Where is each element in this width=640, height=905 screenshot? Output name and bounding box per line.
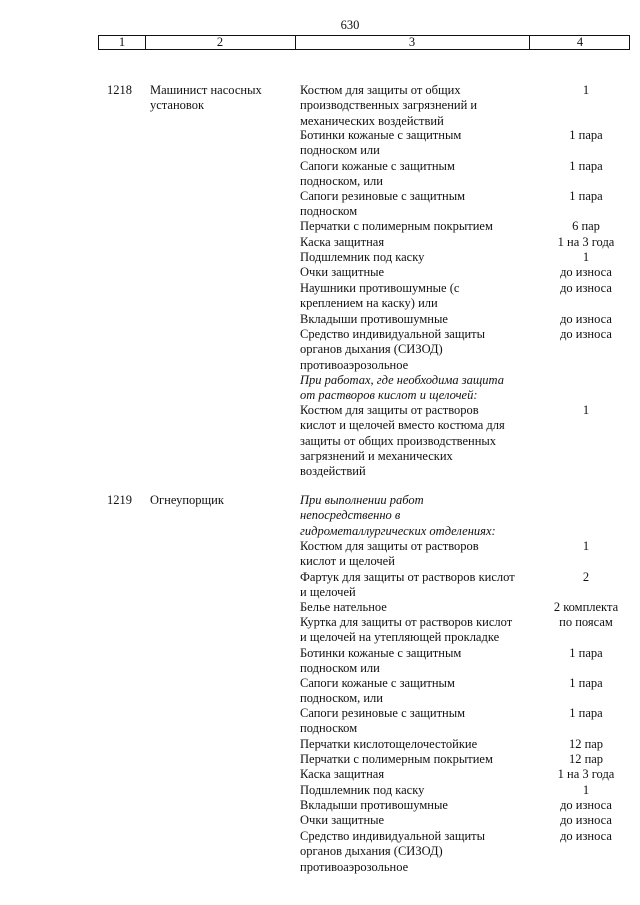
item-norm: до износа bbox=[560, 829, 612, 843]
item-text: Фартук для защиты от растворов кислот и щелочей bbox=[300, 570, 515, 600]
item-text: Вкладыши противошумные bbox=[300, 798, 448, 812]
item-norm: по поясам bbox=[559, 615, 613, 629]
item-text: Очки защитные bbox=[300, 265, 385, 279]
item-text: Ботинки кожаные с защитным подноском или bbox=[300, 646, 462, 676]
column-header-2: 2 bbox=[216, 35, 224, 49]
entry-profession: Машинист насосных установок bbox=[150, 83, 262, 113]
column-header-4: 4 bbox=[576, 35, 584, 49]
item-norm: 1 bbox=[582, 250, 590, 264]
item-text: Костюм для защиты от растворов кислот и щелочей вместо костюма для защиты от общих производственных загрязнений и механических воздействий bbox=[300, 403, 505, 479]
entry-profession: Огнеупорщик bbox=[150, 493, 224, 507]
column-header-row bbox=[98, 35, 630, 50]
condition-heading: При выполнении работ непосредственно в гидрометаллургических отделениях: bbox=[300, 493, 496, 538]
item-text: Костюм для защиты от растворов кислот и щелочей bbox=[300, 539, 479, 569]
item-norm: 1 на 3 года bbox=[557, 235, 615, 249]
item-norm: 1 bbox=[582, 539, 590, 553]
item-norm: до износа bbox=[560, 813, 612, 827]
item-text: Каска защитная bbox=[300, 767, 385, 781]
item-norm: 12 пар bbox=[568, 752, 604, 766]
item-norm: до износа bbox=[560, 281, 612, 295]
item-norm: до износа bbox=[560, 312, 612, 326]
item-norm: 1 bbox=[582, 83, 590, 97]
item-text: Перчатки с полимерным покрытием bbox=[300, 219, 493, 233]
item-norm: 2 bbox=[582, 570, 590, 584]
column-header-3: 3 bbox=[408, 35, 416, 49]
entry-code: 1218 bbox=[107, 83, 132, 97]
item-text: Средство индивидуальной защиты органов дыхания (СИЗОД) противоаэрозольное bbox=[300, 327, 486, 372]
item-norm: 1 пара bbox=[569, 128, 603, 142]
item-norm: 1 пара bbox=[569, 706, 603, 720]
item-text: Куртка для защиты от растворов кислот и щелочей на утепляющей прокладке bbox=[300, 615, 513, 645]
item-norm: до износа bbox=[560, 798, 612, 812]
item-text: Подшлемник под каску bbox=[300, 783, 425, 797]
entry-code: 1219 bbox=[107, 493, 132, 507]
item-norm: 12 пар bbox=[568, 737, 604, 751]
item-norm: 1 пара bbox=[569, 646, 603, 660]
item-text: Подшлемник под каску bbox=[300, 250, 425, 264]
item-text: Перчатки с полимерным покрытием bbox=[300, 752, 493, 766]
item-norm: 1 пара bbox=[569, 676, 603, 690]
item-norm: 1 bbox=[582, 783, 590, 797]
item-norm: 1 bbox=[582, 403, 590, 417]
item-text: Костюм для защиты от общих производственных загрязнений и механических воздействий bbox=[300, 83, 478, 128]
item-norm: 1 пара bbox=[569, 159, 603, 173]
item-text: Каска защитная bbox=[300, 235, 385, 249]
item-text: Сапоги резиновые с защитным подноском bbox=[300, 706, 466, 736]
item-text: Наушники противошумные (с креплением на каску) или bbox=[300, 281, 460, 311]
item-text: Сапоги кожаные с защитным подноском, или bbox=[300, 676, 455, 706]
item-norm: 6 пар bbox=[572, 219, 600, 233]
item-text: Ботинки кожаные с защитным подноском или bbox=[300, 128, 462, 158]
item-text: Сапоги резиновые с защитным подноском bbox=[300, 189, 466, 219]
column-header-1: 1 bbox=[118, 35, 126, 49]
item-norm: до износа bbox=[560, 327, 612, 341]
item-text: Очки защитные bbox=[300, 813, 385, 827]
page-number: 630 bbox=[340, 18, 360, 32]
item-text: Перчатки кислотощелочестойкие bbox=[300, 737, 478, 751]
item-norm: 1 на 3 года bbox=[557, 767, 615, 781]
item-norm: 2 комплекта bbox=[553, 600, 619, 614]
item-text: Вкладыши противошумные bbox=[300, 312, 448, 326]
item-norm: до износа bbox=[560, 265, 612, 279]
item-text: Белье нательное bbox=[300, 600, 387, 614]
item-norm: 1 пара bbox=[569, 189, 603, 203]
condition-heading: При работах, где необходима защита от растворов кислот и щелочей: bbox=[300, 373, 504, 403]
item-text: Средство индивидуальной защиты органов дыхания (СИЗОД) противоаэрозольное bbox=[300, 829, 486, 874]
item-text: Сапоги кожаные с защитным подноском, или bbox=[300, 159, 455, 189]
